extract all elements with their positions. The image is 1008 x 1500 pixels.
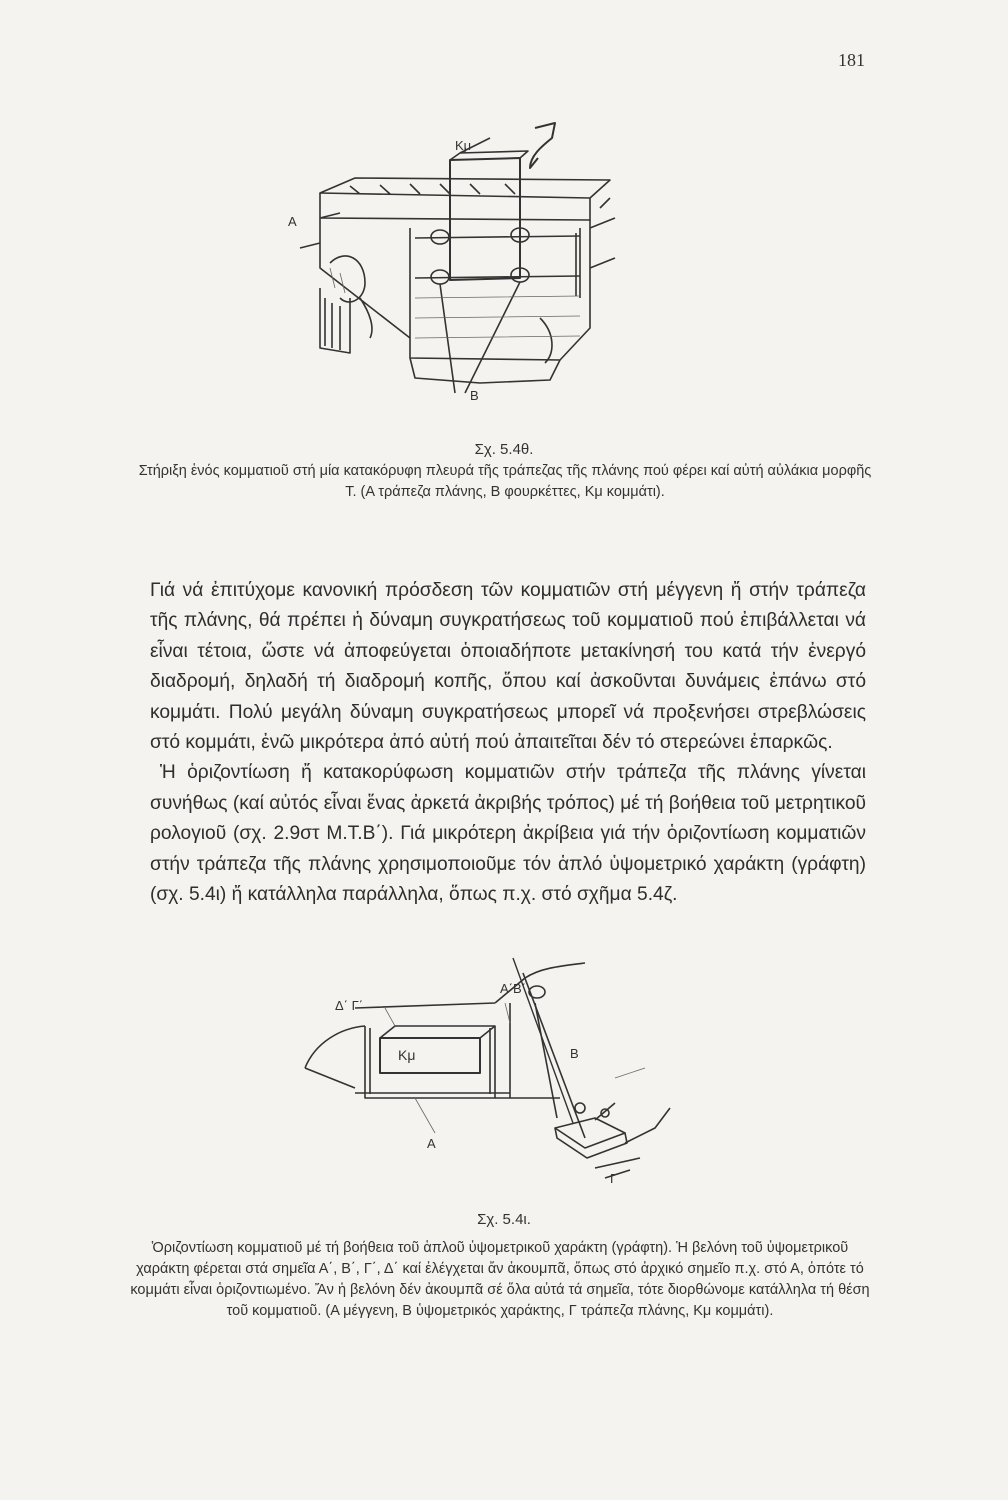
fig1-label-a: Α <box>288 214 297 229</box>
fig2-label-a: Α <box>427 1136 436 1151</box>
figure1-caption-title: Σχ. 5.4θ. <box>474 441 534 458</box>
figure1-caption-text: Στήριξη ἑνός κομματιοῦ στή μία κατακόρυφη πλευρά τῆς τράπεζας τῆς πλάνης πού φέρει καί αὐτή αὐλάκια μορφῆς Τ. (Α τράπεζα πλάνης, Β φουρκέττες, Κμ κομμάτι). <box>138 463 872 500</box>
figure-5-4-iota <box>295 948 675 1196</box>
fig2-label-ab: Α΄Β΄ <box>500 981 526 996</box>
paragraph-2: Ἡ ὁριζοντίωση ἤ κατακορύφωση κομματιῶν στήν τράπεζα τῆς πλάνης γίνεται συνήθως (καί αὐτός εἶναι ἕνας ἀρκετά ἀκριβής τρόπος) μέ τή βοήθεια τοῦ μετρητικοῦ ρολογιοῦ (σχ. 2.9στ Μ.Τ.Β΄). Γιά μικρότερη ἀκρίβεια γιά τήν ὁριζοντίωση κομματιῶν στήν τράπεζα τῆς πλάνης χρησιμοποιοῦμε τόν ἁπλό ὑψομετρικό χαράκτη (γράφτη) (σχ. 5.4ι) ἤ κατάλληλα παράλληλα, ὅπως π.χ. στό σχῆμα 5.4ζ. <box>150 762 866 906</box>
fig2-label-dg: Δ΄ Γ΄ <box>335 998 364 1013</box>
page-number: 181 <box>838 50 865 70</box>
fig2-label-b: Β <box>570 1046 579 1061</box>
figure2-caption-title: Σχ. 5.4ι. <box>477 1211 531 1228</box>
fig1-label-km: Κμ <box>455 138 472 153</box>
body-text <box>150 576 866 910</box>
fig2-label-km: Κμ <box>398 1047 416 1063</box>
fig1-label-b: Β <box>470 388 479 403</box>
paragraph-1: Γιά νά ἐπιτύχομε κανονική πρόσδεση τῶν κομματιῶν στή μέγγενη ἤ στήν τράπεζα τῆς πλάνης, θά πρέπει ἡ δύναμη συγκρατήσεως τοῦ κομματιοῦ πού ἐπιβάλλεται νά εἶναι τέτοια, ὥστε νά ἀποφεύγεται ὁποιαδήποτε μετακίνησή του κατά τήν ἐνεργό διαδρομή, δηλαδή τή διαδρομή κοπῆς, ὅπου καί ἀσκοῦνται δυνάμεις ἐπάνω στό κομμάτι. Πολύ μεγάλη δύναμη συγκρατήσεως μπορεῖ νά προξενήσει στρεβλώσεις στό κομμάτι, ἐνῶ μικρότερα ἀπό αὐτή πού ἀπαιτεῖται δέν τό στερεώνει ἐπαρκῶς. <box>150 580 866 754</box>
figure-5-4-theta <box>280 98 640 418</box>
figure2-caption-text: Ὁριζοντίωση κομματιοῦ μέ τή βοήθεια τοῦ ἁπλοῦ ὑψομετρικοῦ χαράκτη (γράφτη). Ἡ βελόνη τοῦ ὑψομετρικοῦ χαράκτη φέρεται στά σημεῖα Α΄, Β΄, Γ΄, Δ΄ καί ἐλέγχεται ἄν ἀκουμπᾶ, ὅπως στό ἀρχικό σημεῖο π.χ. στό Α, ὁπότε τό κομμάτι εἶναι ὁριζοντιωμένο. Ἄν ἡ βελόνη δέν ἀκουμπᾶ σέ ὅλα αὐτά τά σημεῖα, τότε διορθώνομε κατάλληλα τή θέση τοῦ κομματιοῦ. (Α μέγγενη, Β ὑψομετρικός χαράκτης, Γ τράπεζα πλάνης, Κμ κομμάτι). <box>130 1240 870 1319</box>
fig2-label-g: Γ <box>610 1171 618 1186</box>
